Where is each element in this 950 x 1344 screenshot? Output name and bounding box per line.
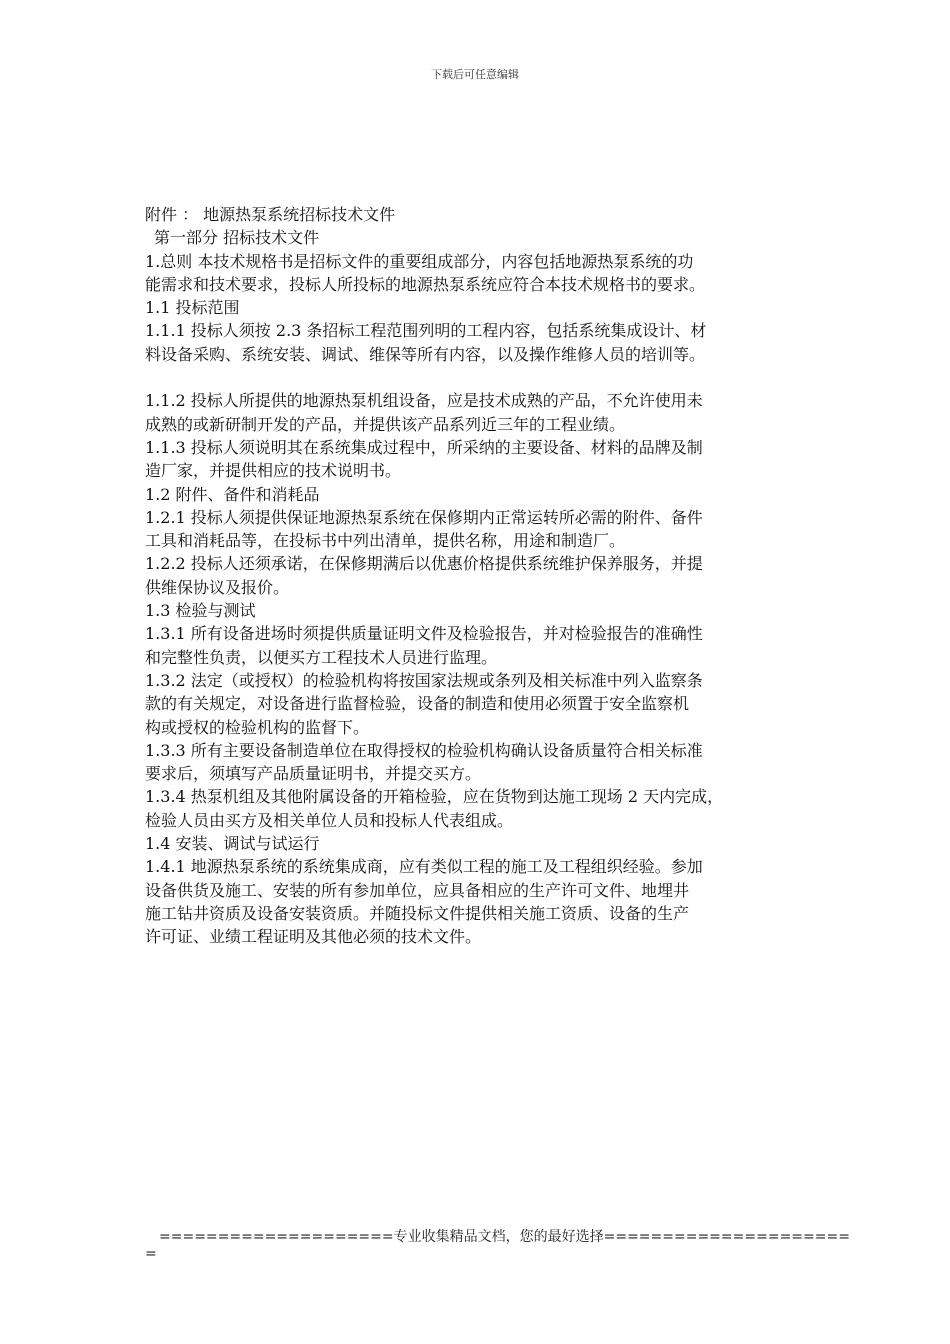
paragraph-line: 构或授权的检验机构的监督下。: [145, 717, 370, 737]
paragraph-line: 料设备采购、系统安装、调试、维保等所有内容，以及操作维修人员的培训等。: [145, 344, 706, 364]
paragraph-line: 造厂家，并提供相应的技术说明书。: [145, 461, 402, 481]
blank-line: [145, 366, 817, 389]
paragraph-line: 供维保协议及报价。: [145, 577, 290, 597]
paragraph-line: 施工钻井资质及设备安装资质。并随投标文件提供相关施工资质、设备的生产: [145, 903, 690, 923]
section-heading: 1.3 检验与测试: [145, 601, 256, 621]
attachment-title: 附件 ： 地源热泵系统招标技术文件: [145, 205, 396, 224]
page-footer: [145, 1229, 850, 1263]
paragraph-line: 1.2.1 投标人须提供保证地源热泵系统在保修期内正常运转所必需的附件、备件: [145, 507, 703, 527]
document-body: [145, 203, 817, 949]
paragraph-line: 和完整性负责，以便买方工程技术人员进行监理。: [145, 647, 498, 667]
paragraph-line: 要求后，须填写产品质量证明书，并提交买方。: [145, 764, 482, 784]
paragraph-line: 款的有关规定，对设备进行监督检验，设备的制造和使用必须置于安全监察机: [145, 694, 690, 714]
paragraph-line: 1.2.2 投标人还须承诺，在保修期满后以优惠价格提供系统维护保养服务，并提: [145, 554, 703, 574]
paragraph-line: 1.3.1 所有设备进场时须提供质量证明文件及检验报告，并对检验报告的准确性: [145, 624, 703, 644]
paragraph-line: 工具和消耗品等，在投标书中列出清单，提供名称，用途和制造厂。: [145, 531, 626, 551]
part-title: 第一部分 招标技术文件: [154, 228, 320, 248]
footer-line: =: [145, 1246, 157, 1262]
paragraph-line: 1.3.4 热泵机组及其他附属设备的开箱检验，应在货物到达施工现场 2 天内完成，: [145, 787, 724, 807]
paragraph-line: 1.1.1 投标人须按 2.3 条招标工程范围列明的工程内容，包括系统集成设计、材: [145, 321, 707, 341]
paragraph-line: 检验人员由买方及相关单位人员和投标人代表组成。: [145, 810, 514, 830]
paragraph-line: 能需求和技术要求，投标人所投标的地源热泵系统应符合本技术规格书的要求。: [145, 274, 706, 294]
section-heading: 1.2 附件、备件和消耗品: [145, 484, 320, 504]
paragraph-line: 许可证、业绩工程证明及其他必须的技术文件。: [145, 927, 482, 947]
paragraph-line: 1.1.2 投标人所提供的地源热泵机组设备，应是技术成熟的产品，不允许使用未: [145, 391, 703, 411]
section-heading: 1.1 投标范围: [145, 298, 240, 318]
paragraph-line: 1.1.3 投标人须说明其在系统集成过程中，所采纳的主要设备、材料的品牌及制: [145, 437, 703, 457]
paragraph-line: 成熟的或新研制开发的产品，并提供该产品系列近三年的工程业绩。: [145, 414, 626, 434]
paragraph-line: 设备供货及施工、安装的所有参加单位，应具备相应的生产许可文件、地埋井: [145, 880, 690, 900]
paragraph-line: 1.总则 本技术规格书是招标文件的重要组成部分，内容包括地源热泵系统的功: [145, 251, 694, 271]
footer-line: ====================专业收集精品文档，您的最好选择=====================: [159, 1229, 850, 1245]
paragraph-line: 1.3.2 法定（或授权）的检验机构将按国家法规或条列及相关标准中列入监察条: [145, 670, 703, 690]
paragraph-line: 1.4.1 地源热泵系统的系统集成商，应有类似工程的施工及工程组织经验。参加: [145, 857, 703, 877]
page-header: 下载后可任意编辑: [431, 68, 519, 81]
section-heading: 1.4 安装、调试与试运行: [145, 834, 320, 854]
paragraph-line: 1.3.3 所有主要设备制造单位在取得授权的检验机构确认设备质量符合相关标准: [145, 740, 703, 760]
